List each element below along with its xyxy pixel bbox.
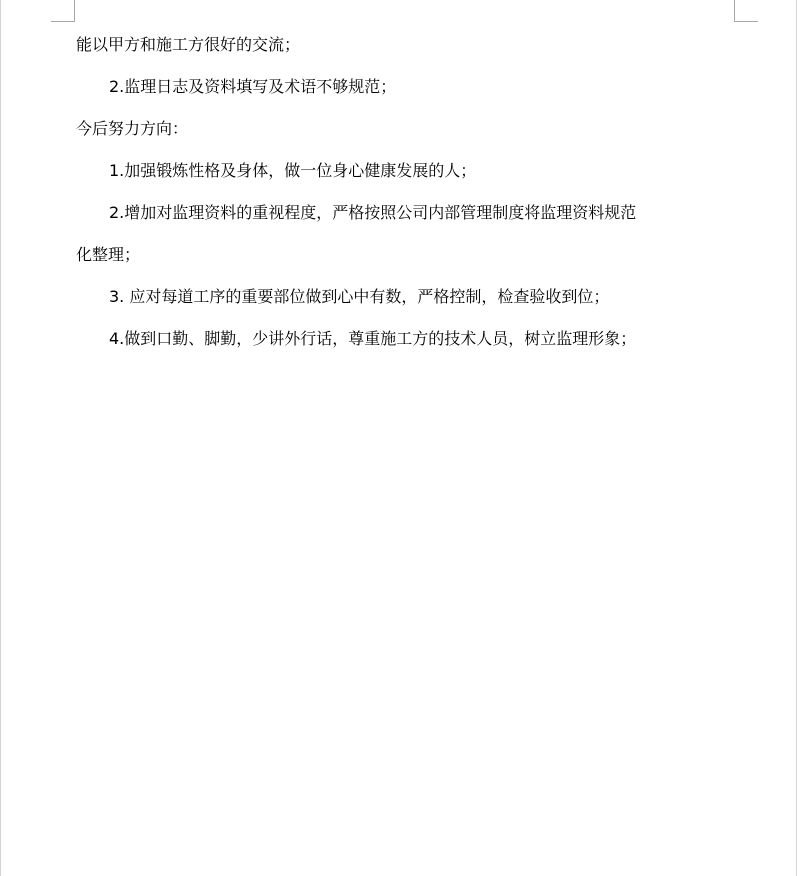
list-item: 2.监理日志及资料填写及术语不够规范； bbox=[109, 77, 397, 96]
crop-mark-top-right bbox=[734, 21, 758, 22]
paragraph-line: 能以甲方和施工方很好的交流； bbox=[76, 35, 301, 54]
crop-mark-top-left bbox=[74, 0, 75, 22]
paragraph-line: 化整理； bbox=[76, 245, 141, 264]
crop-mark-top-left bbox=[51, 21, 75, 22]
crop-mark-top-right bbox=[734, 0, 735, 22]
document-body[interactable] bbox=[76, 30, 736, 366]
section-heading: 今后努力方向： bbox=[76, 119, 189, 138]
list-item: 3. 应对每道工序的重要部位做到心中有数，严格控制，检查验收到位； bbox=[109, 287, 610, 306]
list-item: 2.增加对监理资料的重视程度，严格按照公司内部管理制度将监理资料规范 bbox=[109, 203, 637, 222]
list-item: 4.做到口勤、脚勤，少讲外行话，尊重施工方的技术人员，树立监理形象； bbox=[109, 329, 637, 348]
list-item: 1.加强锻炼性格及身体，做一位身心健康发展的人； bbox=[109, 161, 477, 180]
